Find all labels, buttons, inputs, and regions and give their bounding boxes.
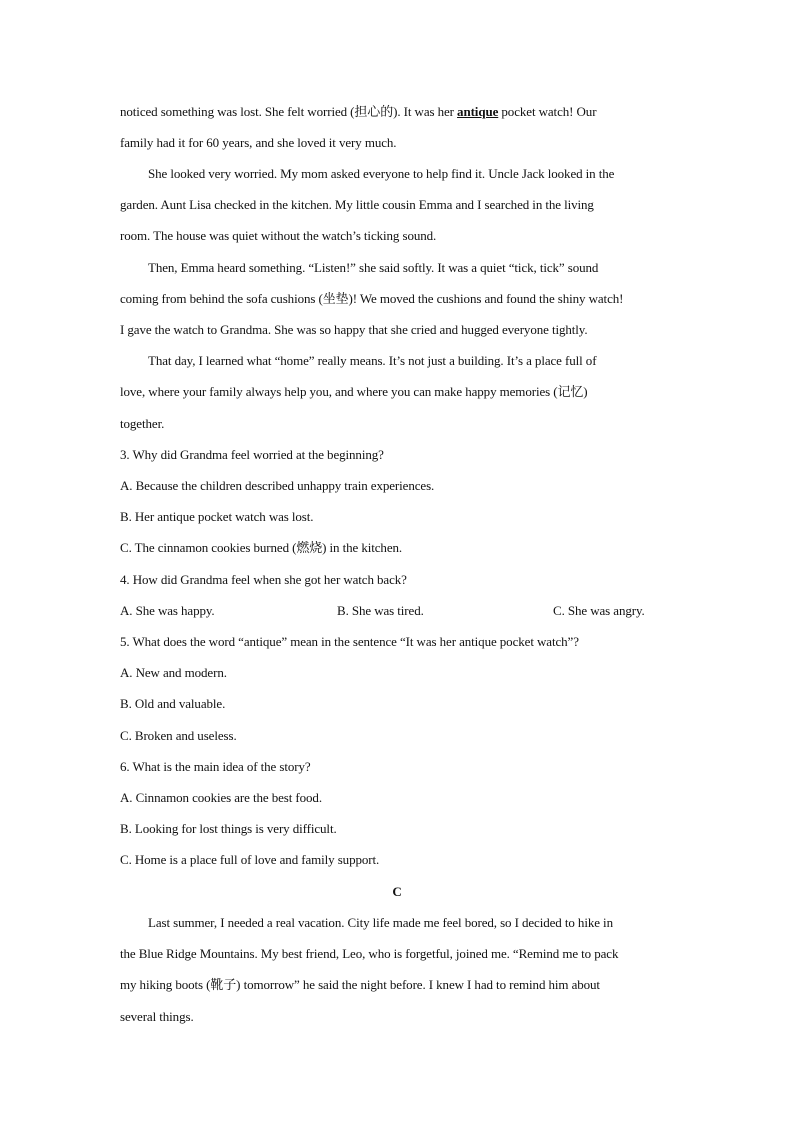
passage-b-line: I gave the watch to Grandma. She was so happy that she cried and hugged everyone tightly. <box>120 322 588 337</box>
answer-option: C. The cinnamon cookies burned (燃烧) in the kitchen. <box>120 540 403 555</box>
question-stem: 6. What is the main idea of the story? <box>120 759 311 774</box>
answer-option: C. She was angry. <box>553 603 645 618</box>
answer-option: B. She was tired. <box>337 603 424 618</box>
passage-b-line: room. The house was quiet without the watch’s ticking sound. <box>120 228 437 243</box>
passage-b-line: love, where your family always help you, and where you can make happy memories (记忆) <box>120 384 588 399</box>
text-run: noticed something was lost. She felt worried (担心的). It was her <box>120 104 458 119</box>
passage-b-line: She looked very worried. My mom asked everyone to help find it. Uncle Jack looked in the <box>148 166 615 181</box>
passage-b-line: That day, I learned what “home” really means. It’s not just a building. It’s a place full of <box>148 353 597 368</box>
answer-option: B. Looking for lost things is very difficult. <box>120 821 337 836</box>
passage-c-line: my hiking boots (靴子) tomorrow” he said the night before. I knew I had to remind him about <box>120 977 600 992</box>
answer-option: A. Cinnamon cookies are the best food. <box>120 790 322 805</box>
passage-c-line: the Blue Ridge Mountains. My best friend, Leo, who is forgetful, joined me. “Remind me to pack <box>120 946 619 961</box>
passage-b-line: coming from behind the sofa cushions (坐垫)! We moved the cushions and found the shiny watch! <box>120 291 624 306</box>
answer-option: C. Home is a place full of love and family support. <box>120 852 380 867</box>
answer-option: B. Her antique pocket watch was lost. <box>120 509 314 524</box>
answer-option: B. Old and valuable. <box>120 696 226 711</box>
answer-option: C. Broken and useless. <box>120 728 237 743</box>
answer-option: A. She was happy. <box>120 603 215 618</box>
question-stem: 3. Why did Grandma feel worried at the beginning? <box>120 447 384 462</box>
passage-b-line: family had it for 60 years, and she loved it very much. <box>120 135 397 150</box>
question-stem: 5. What does the word “antique” mean in the sentence “It was her antique pocket watch”? <box>120 634 579 649</box>
passage-c-line: several things. <box>120 1009 194 1024</box>
text-run: pocket watch! Our <box>498 104 597 119</box>
passage-c-line: Last summer, I needed a real vacation. City life made me feel bored, so I decided to hike in <box>148 915 613 930</box>
passage-b-line: together. <box>120 416 165 431</box>
question-stem: 4. How did Grandma feel when she got her watch back? <box>120 572 407 587</box>
passage-b-line: garden. Aunt Lisa checked in the kitchen. My little cousin Emma and I searched in the living <box>120 197 594 212</box>
passage-b-line: Then, Emma heard something. “Listen!” she said softly. It was a quiet “tick, tick” sound <box>148 260 599 275</box>
passage-b-line <box>120 104 596 120</box>
section-heading: C <box>392 884 402 899</box>
answer-option: A. New and modern. <box>120 665 227 680</box>
keyword-antique: antique <box>457 104 499 119</box>
answer-option: A. Because the children described unhappy train experiences. <box>120 478 435 493</box>
